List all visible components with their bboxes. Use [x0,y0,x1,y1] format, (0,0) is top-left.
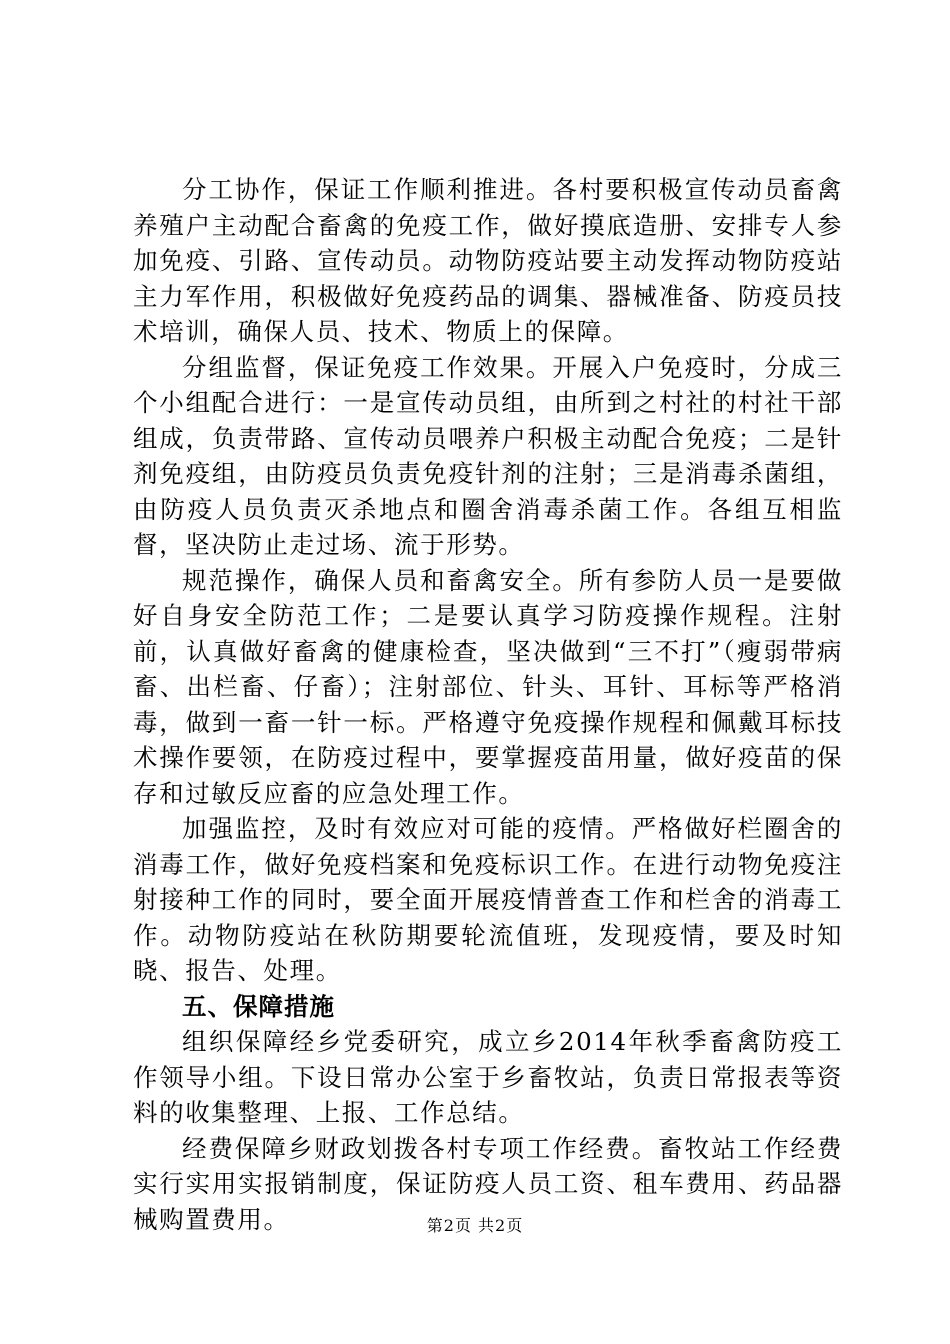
paragraph-standard-operation: 规范操作，确保人员和畜禽安全。所有参防人员一是要做好自身安全防范工作；二是要认真学习防疫操作规程。注射前，认真做好畜禽的健康检查，坚决做到“三不打”（瘦弱带病畜、出栏畜、仔畜）；注射部位、针头、耳针、耳标等严格消毒，做到一畜一针一标。严格遵守免疫操作规程和佩戴耳标技术操作要领，在防疫过程中，要掌握疫苗用量，做好疫苗的保存和过敏反应畜的应急处理工作。 [133,565,843,808]
paragraph-funding-safeguard: 经费保障乡财政划拨各村专项工作经费。畜牧站工作经费实行实用实报销制度，保证防疫人员工资、租车费用、药品器械购置费用。 [133,1133,843,1234]
paragraph-division-of-labor: 分工协作，保证工作顺利推进。各村要积极宣传动员畜禽养殖户主动配合畜禽的免疫工作，做好摸底造册、安排专人参加免疫、引路、宣传动员。动物防疫站要主动发挥动物防疫站主力军作用，积极做好免疫药品的调集、器械准备、防疫员技术培训，确保人员、技术、物质上的保障。 [133,175,843,346]
paragraph-group-supervision: 分组监督，保证免疫工作效果。开展入户免疫时，分成三个小组配合进行：一是宣传动员组，由所到之村社的村社干部组成，负责带路、宣传动员喂养户积极主动配合免疫；二是针剂免疫组，由防疫员负责免疫针剂的注射；三是消毒杀菌组，由防疫人员负责灭杀地点和圈舍消毒杀菌工作。各组互相监督，坚决防止走过场、流于形势。 [133,352,843,559]
document-body [133,172,843,1237]
page-number-footer: 第2页 共2页 [426,1216,524,1235]
section-heading-safeguards: 五、保障措施 [182,991,335,1021]
paragraph-organization-safeguard: 组织保障经乡党委研究，成立乡2014年秋季畜禽防疫工作领导小组。下设日常办公室于乡畜牧站，负责日常报表等资料的收集整理、上报、工作总结。 [133,1027,843,1127]
paragraph-monitoring: 加强监控，及时有效应对可能的疫情。严格做好栏圈舍的消毒工作，做好免疫档案和免疫标识工作。在进行动物免疫注射接种工作的同时，要全面开展疫情普查工作和栏舍的消毒工作。动物防疫站在秋防期要轮流值班，发现疫情，要及时知晓、报告、处理。 [133,814,843,985]
